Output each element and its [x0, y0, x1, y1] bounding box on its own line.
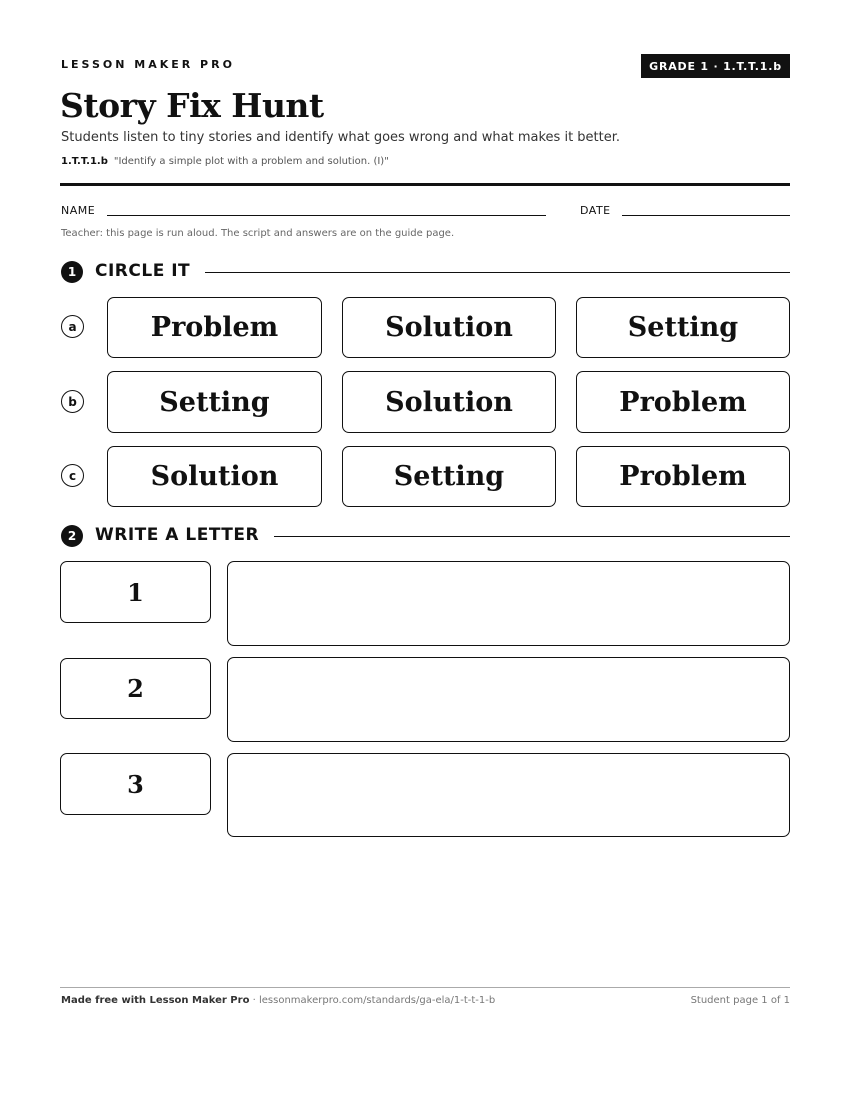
standard-code: 1.T.T.1.b — [61, 156, 108, 167]
choice-a-2[interactable]: Solution — [342, 297, 556, 358]
item-number-2: 2 — [60, 658, 211, 719]
name-label: NAME — [61, 204, 96, 217]
header-divider — [60, 183, 790, 186]
date-label: DATE — [580, 204, 611, 217]
item-number-3: 3 — [60, 753, 211, 815]
section-2-rule — [274, 536, 790, 537]
choice-c-1[interactable]: Solution — [107, 446, 322, 507]
section-2-title: WRITE A LETTER — [95, 525, 260, 545]
answer-box-2[interactable] — [227, 657, 790, 742]
footer-credit — [61, 995, 495, 1006]
footer-page-number: Student page 1 of 1 — [690, 995, 790, 1006]
choice-a-1[interactable]: Problem — [107, 297, 322, 358]
section-2-number: 2 — [61, 525, 83, 547]
row-letter-a: a — [61, 315, 84, 338]
row-letter-b: b — [61, 390, 84, 413]
choice-b-2[interactable]: Solution — [342, 371, 556, 433]
answer-box-1[interactable] — [227, 561, 790, 646]
standard-text: "Identify a simple plot with a problem and solution. (I)" — [113, 156, 389, 167]
choice-a-3[interactable]: Setting — [576, 297, 790, 358]
brand-name: LESSON MAKER PRO — [61, 58, 235, 71]
section-1-rule — [205, 272, 790, 273]
choice-c-3[interactable]: Problem — [576, 446, 790, 507]
date-field[interactable] — [622, 215, 790, 216]
standard-line — [61, 156, 389, 167]
choice-b-1[interactable]: Setting — [107, 371, 322, 433]
page-title: Story Fix Hunt — [60, 86, 324, 125]
row-letter-c: c — [61, 464, 84, 487]
choice-b-3[interactable]: Problem — [576, 371, 790, 433]
footer-made-with: Made free with Lesson Maker Pro — [61, 995, 250, 1006]
grade-badge: GRADE 1 · 1.T.T.1.b — [641, 54, 790, 78]
section-1-title: CIRCLE IT — [95, 261, 191, 281]
name-field[interactable] — [107, 215, 546, 216]
page-subtitle: Students listen to tiny stories and identify what goes wrong and what makes it better. — [61, 130, 621, 145]
footer-divider — [60, 987, 790, 988]
section-1-number: 1 — [61, 261, 83, 283]
choice-c-2[interactable]: Setting — [342, 446, 556, 507]
footer-url[interactable]: · lessonmakerpro.com/standards/ga-ela/1-t-t-1-b — [249, 995, 496, 1006]
answer-box-3[interactable] — [227, 753, 790, 837]
teacher-note: Teacher: this page is run aloud. The script and answers are on the guide page. — [61, 228, 455, 239]
item-number-1: 1 — [60, 561, 211, 623]
